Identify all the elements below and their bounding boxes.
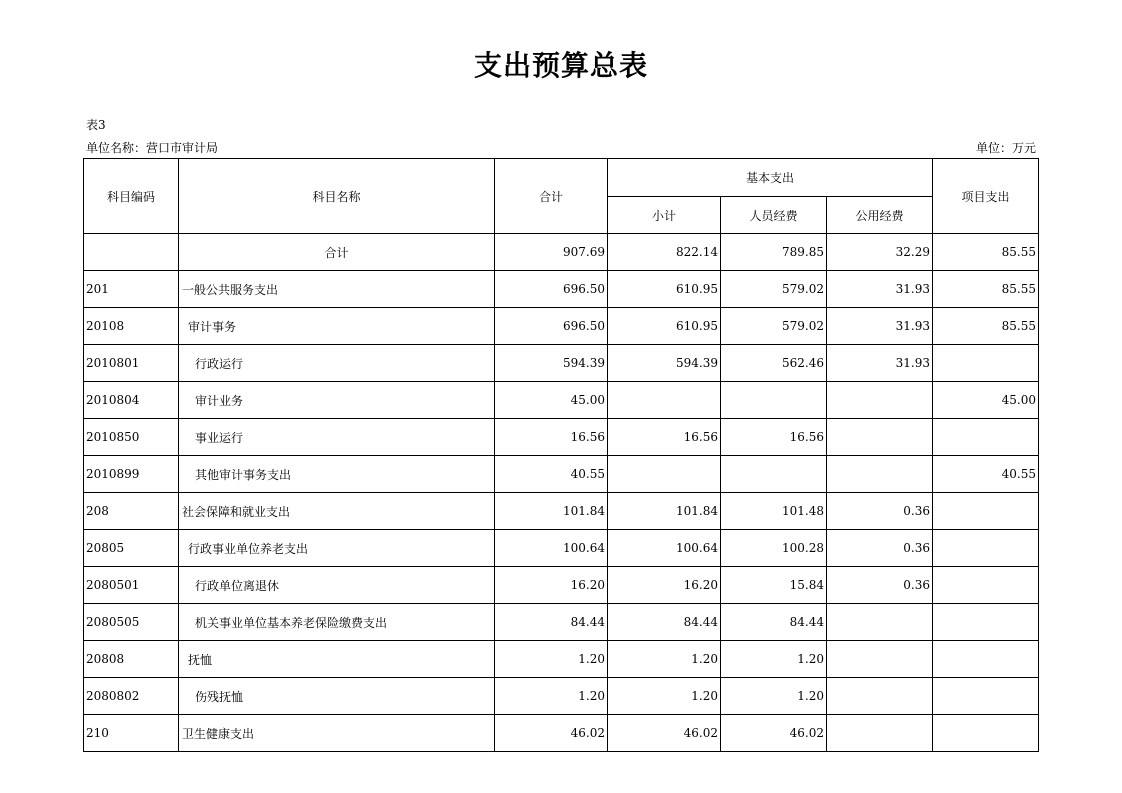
cell-code: 2080802 (84, 678, 179, 715)
cell-code: 2010801 (84, 345, 179, 382)
cell-subtotal: 16.20 (608, 567, 721, 604)
cell-code: 210 (84, 715, 179, 752)
table-row (84, 530, 1039, 567)
header-total: 合计 (495, 159, 608, 234)
cell-code: 2080501 (84, 567, 179, 604)
cell-public: 0.36 (827, 493, 933, 530)
cell-personnel: 101.48 (721, 493, 827, 530)
cell-subtotal (608, 456, 721, 493)
cell-name: 抚恤 (179, 641, 495, 678)
cell-total: 101.84 (495, 493, 608, 530)
cell-public: 31.93 (827, 308, 933, 345)
cell-personnel: 562.46 (721, 345, 827, 382)
cell-project (933, 493, 1039, 530)
cell-code: 20108 (84, 308, 179, 345)
cell-project (933, 715, 1039, 752)
cell-total: 16.56 (495, 419, 608, 456)
cell-name: 行政事业单位养老支出 (179, 530, 495, 567)
cell-public: 31.93 (827, 271, 933, 308)
cell-total: 594.39 (495, 345, 608, 382)
table-row (84, 567, 1039, 604)
page-title: 支出预算总表 (473, 49, 648, 82)
cell-project (933, 567, 1039, 604)
table-row (84, 604, 1039, 641)
cell-name: 卫生健康支出 (179, 715, 495, 752)
cell-name: 审计业务 (179, 382, 495, 419)
cell-public (827, 382, 933, 419)
cell-name: 其他审计事务支出 (179, 456, 495, 493)
cell-project (933, 345, 1039, 382)
cell-personnel (721, 456, 827, 493)
table-body (84, 234, 1039, 752)
cell-code: 2010850 (84, 419, 179, 456)
cell-name: 机关事业单位基本养老保险缴费支出 (179, 604, 495, 641)
cell-personnel: 16.56 (721, 419, 827, 456)
cell-personnel: 100.28 (721, 530, 827, 567)
cell-subtotal: 610.95 (608, 271, 721, 308)
header-code: 科目编码 (84, 159, 179, 234)
table-row (84, 419, 1039, 456)
header-public: 公用经费 (827, 197, 933, 234)
cell-personnel: 46.02 (721, 715, 827, 752)
header-personnel: 人员经费 (721, 197, 827, 234)
cell-total: 45.00 (495, 382, 608, 419)
cell-code: 20805 (84, 530, 179, 567)
cell-subtotal: 594.39 (608, 345, 721, 382)
cell-total: 696.50 (495, 271, 608, 308)
cell-personnel: 1.20 (721, 641, 827, 678)
cell-subtotal: 610.95 (608, 308, 721, 345)
cell-personnel (721, 382, 827, 419)
cell-code: 20808 (84, 641, 179, 678)
cell-project: 85.55 (933, 234, 1039, 271)
cell-public (827, 456, 933, 493)
cell-total: 1.20 (495, 678, 608, 715)
cell-project (933, 530, 1039, 567)
cell-project (933, 641, 1039, 678)
cell-total: 84.44 (495, 604, 608, 641)
header-subtotal: 小计 (608, 197, 721, 234)
cell-project: 40.55 (933, 456, 1039, 493)
cell-project: 85.55 (933, 271, 1039, 308)
cell-public (827, 419, 933, 456)
cell-personnel: 789.85 (721, 234, 827, 271)
cell-project: 45.00 (933, 382, 1039, 419)
cell-name: 一般公共服务支出 (179, 271, 495, 308)
cell-total: 1.20 (495, 641, 608, 678)
header-name: 科目名称 (179, 159, 495, 234)
cell-public (827, 604, 933, 641)
cell-public: 0.36 (827, 530, 933, 567)
table-row (84, 715, 1039, 752)
table-row (84, 641, 1039, 678)
cell-name: 行政运行 (179, 345, 495, 382)
cell-project (933, 604, 1039, 641)
cell-code: 208 (84, 493, 179, 530)
cell-subtotal: 101.84 (608, 493, 721, 530)
table-row (84, 308, 1039, 345)
table-row (84, 271, 1039, 308)
cell-personnel: 15.84 (721, 567, 827, 604)
cell-public: 31.93 (827, 345, 933, 382)
cell-public: 0.36 (827, 567, 933, 604)
table-number: 表3 (86, 118, 106, 132)
cell-project (933, 419, 1039, 456)
cell-subtotal: 84.44 (608, 604, 721, 641)
cell-total: 907.69 (495, 234, 608, 271)
cell-subtotal: 16.56 (608, 419, 721, 456)
cell-public: 32.29 (827, 234, 933, 271)
cell-public (827, 715, 933, 752)
budget-table (83, 158, 1039, 752)
cell-personnel: 84.44 (721, 604, 827, 641)
cell-name: 社会保障和就业支出 (179, 493, 495, 530)
cell-public (827, 641, 933, 678)
cell-code: 2010804 (84, 382, 179, 419)
cell-subtotal (608, 382, 721, 419)
cell-personnel: 579.02 (721, 308, 827, 345)
cell-name: 伤残抚恤 (179, 678, 495, 715)
cell-total: 46.02 (495, 715, 608, 752)
cell-name: 审计事务 (179, 308, 495, 345)
table-row (84, 456, 1039, 493)
cell-code: 2080505 (84, 604, 179, 641)
unit-name: 单位名称：营口市审计局 (86, 141, 219, 155)
table-row (84, 345, 1039, 382)
cell-subtotal: 822.14 (608, 234, 721, 271)
cell-project: 85.55 (933, 308, 1039, 345)
header-basic: 基本支出 (608, 159, 933, 197)
cell-subtotal: 100.64 (608, 530, 721, 567)
cell-project (933, 678, 1039, 715)
table-row (84, 382, 1039, 419)
header-project: 项目支出 (933, 159, 1039, 234)
cell-personnel: 1.20 (721, 678, 827, 715)
cell-name: 事业运行 (179, 419, 495, 456)
cell-name: 合计 (179, 234, 495, 271)
cell-total: 100.64 (495, 530, 608, 567)
cell-subtotal: 1.20 (608, 678, 721, 715)
cell-personnel: 579.02 (721, 271, 827, 308)
cell-subtotal: 46.02 (608, 715, 721, 752)
cell-total: 696.50 (495, 308, 608, 345)
cell-total: 16.20 (495, 567, 608, 604)
unit-label: 单位：万元 (975, 141, 1036, 155)
cell-subtotal: 1.20 (608, 641, 721, 678)
cell-code: 2010899 (84, 456, 179, 493)
cell-code (84, 234, 179, 271)
cell-total: 40.55 (495, 456, 608, 493)
table-row (84, 234, 1039, 271)
table-row (84, 678, 1039, 715)
cell-name: 行政单位离退休 (179, 567, 495, 604)
table-row (84, 493, 1039, 530)
cell-code: 201 (84, 271, 179, 308)
cell-public (827, 678, 933, 715)
